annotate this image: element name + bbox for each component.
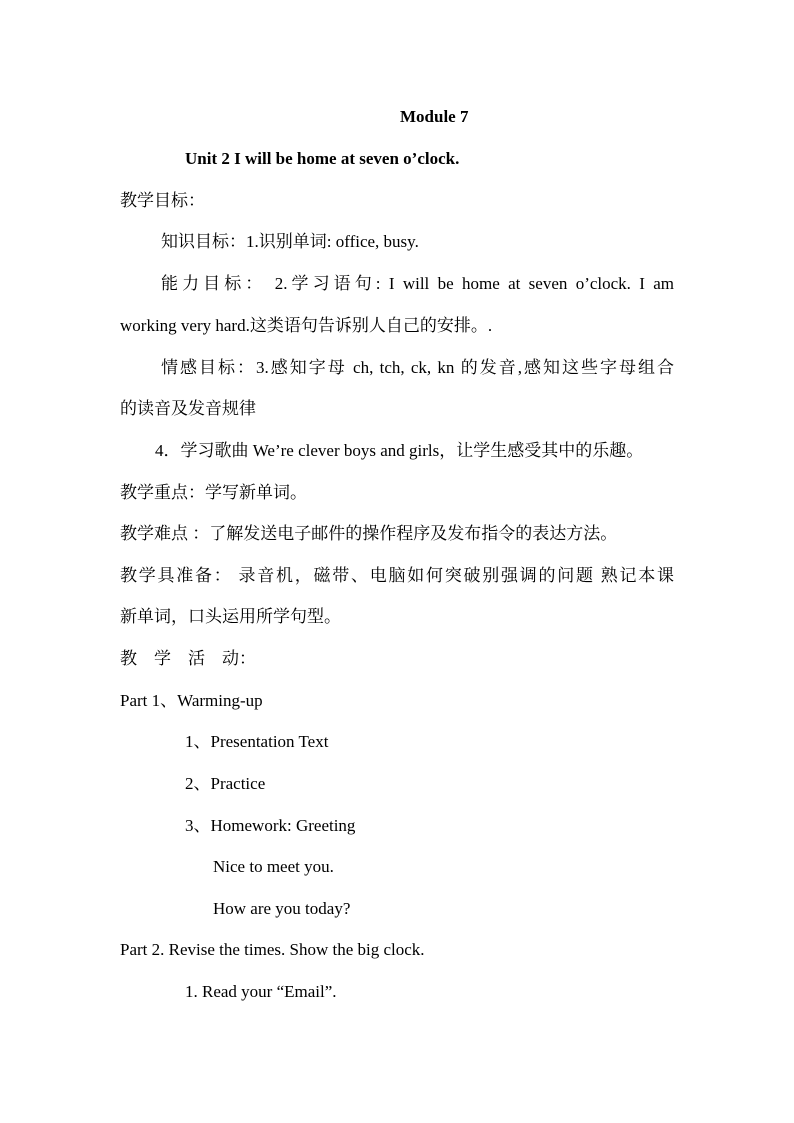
part1-item: 2、Practice [185, 774, 266, 793]
emotion-objective-line2: 的读音及发音规律 [120, 399, 256, 418]
part1-item: 3、Homework: Greeting [185, 816, 356, 835]
ability-objective-line1: 能力目标： 2.学习语句: I will be home at seven o’clock. I am [161, 274, 674, 293]
greeting-line: Nice to meet you. [213, 857, 334, 876]
unit-title: Unit 2 I will be home at seven o’clock. [185, 149, 460, 168]
module-title: Module 7 [400, 107, 469, 126]
part1-item: 1、Presentation Text [185, 732, 329, 751]
preparation-line1: 教学具准备： 录音机，磁带、电脑如何突破别强调的问题 熟记本课 [120, 566, 674, 585]
part2-title: Part 2. Revise the times. Show the big clock. [120, 940, 425, 959]
preparation-line2: 新单词，口头运用所学句型。 [120, 607, 341, 626]
part1-title: Part 1、Warming-up [120, 691, 263, 710]
knowledge-objective: 知识目标：1.识别单词: office, busy. [161, 232, 419, 251]
greeting-line: How are you today? [213, 899, 351, 918]
song-objective: 4．学习歌曲 We’re clever boys and girls，让学生感受其中的乐趣。 [155, 441, 644, 460]
key-point: 教学重点：学写新单词。 [120, 483, 307, 502]
part2-item: 1. Read your “Email”. [185, 982, 337, 1001]
difficulty: 教学难点 ：了解发送电子邮件的操作程序及发布指令的表达方法。 [120, 524, 618, 543]
emotion-objective-line1: 情感目标：3.感知字母 ch, tch, ck, kn 的发音,感知这些字母组合 [161, 358, 674, 377]
objectives-heading: 教学目标： [120, 191, 205, 210]
ability-objective-line2: working very hard.这类语句告诉别人自己的安排。. [120, 316, 493, 335]
activities-heading: 教 学 活 动： [120, 649, 256, 668]
